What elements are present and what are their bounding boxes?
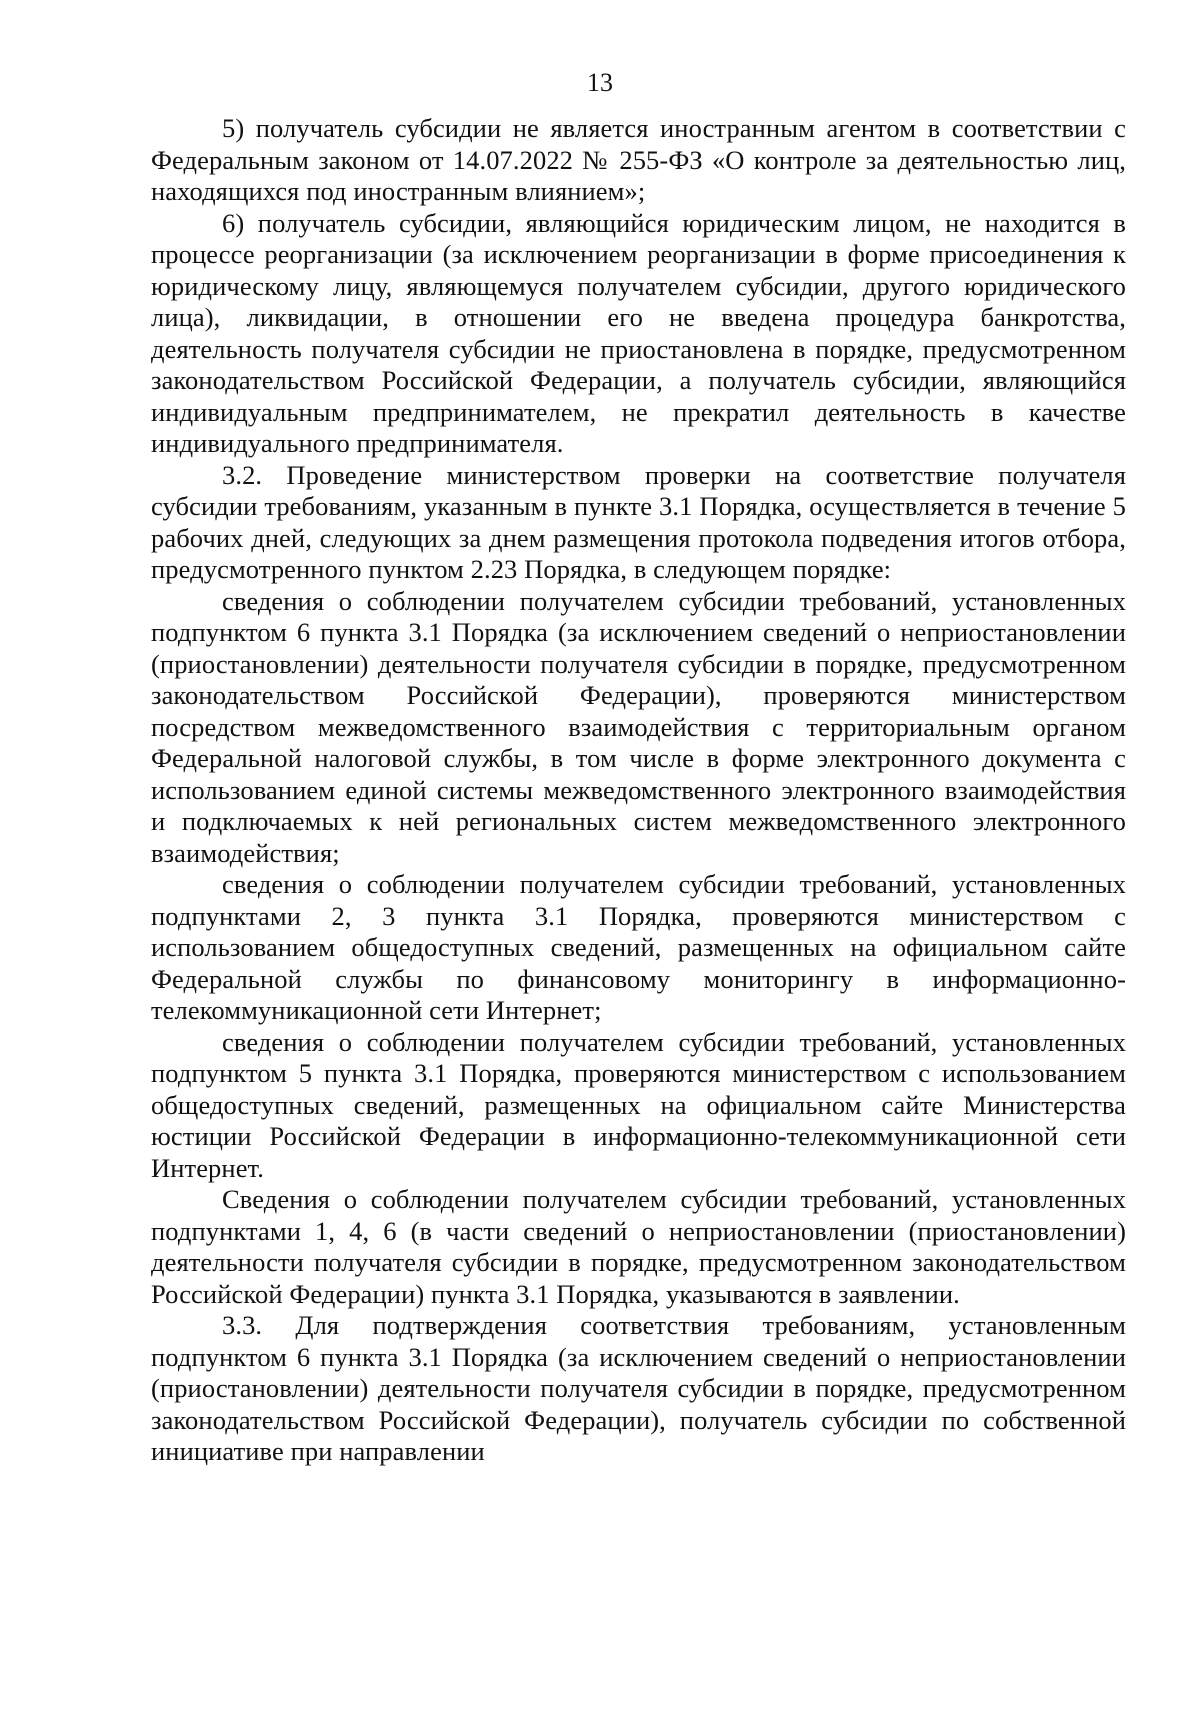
paragraph-check-subitems-2-3: сведения о соблюдении получателем субсидии требований, установленных подпунктами 2, 3 пункта 3.1 Порядка, проверяются министерством с использованием общедоступных сведений, размещенных на официальном сайте Федеральной службы по финансовому мониторингу в информационно-телекоммуникационной сети Интернет;	[151, 869, 1126, 1025]
paragraph-item-5: 5) получатель субсидии не является иностранным агентом в соответствии с Федеральным законом от 14.07.2022 № 255-ФЗ «О контроле за деятельностью лиц, находящихся под иностранным влиянием»;	[151, 113, 1126, 206]
document-body	[151, 113, 1126, 1468]
page-number: 13	[587, 68, 613, 97]
paragraph-check-subitem-5: сведения о соблюдении получателем субсидии требований, установленных подпунктом 5 пункта 3.1 Порядка, проверяются министерством с использованием общедоступных сведений, размещенных на официальном сайте Министерства юстиции Российской Федерации в информационно-телекоммуникационной сети Интернет.	[151, 1026, 1126, 1183]
paragraph-section-3-2: 3.2. Проведение министерством проверки на соответствие получателя субсидии требованиям, указанным в пункте 3.1 Порядка, осуществляется в течение 5 рабочих дней, следующих за днем размещения протокола подведения итогов отбора, предусмотренного пунктом 2.23 Порядка, в следующем порядке:	[151, 459, 1126, 584]
paragraph-check-subitem-6: сведения о соблюдении получателем субсидии требований, установленных подпунктом 6 пункта 3.1 Порядка (за исключением сведений о неприостановлении (приостановлении) деятельности получателя субсидии в порядке, предусмотренном законодательством Российской Федерации), проверяются министерством посредством межведомственного взаимодействия с территориальным органом Федеральной налоговой службы, в том числе в форме электронного документа с использованием единой системы межведомственного электронного взаимодействия и подключаемых к ней региональных систем межведомственного электронного взаимодействия;	[151, 585, 1126, 868]
paragraph-application-info: Сведения о соблюдении получателем субсидии требований, установленных подпунктами 1, 4, 6 (в части сведений о неприостановлении (приостановлении) деятельности получателя субсидии в порядке, предусмотренном законодательством Российской Федерации) пункта 3.1 Порядка, указываются в заявлении.	[151, 1184, 1126, 1309]
paragraph-section-3-3: 3.3. Для подтверждения соответствия требованиям, установленным подпунктом 6 пункта 3.1 Порядка (за исключением сведений о неприостановлении (приостановлении) деятельности получателя субсидии в порядке, предусмотренном законодательством Российской Федерации), получатель субсидии по собственной инициативе при направлении	[151, 1310, 1126, 1466]
paragraph-item-6: 6) получатель субсидии, являющийся юридическим лицом, не находится в процессе реорганизации (за исключением реорганизации в форме присоединения к юридическому лицу, являющемуся получателем субсидии, другого юридического лица), ликвидации, в отношении его не введена процедура банкротства, деятельность получателя субсидии не приостановлена в порядке, предусмотренном законодательством Российской Федерации, а получатель субсидии, являющийся индивидуальным предпринимателем, не прекратил деятельность в качестве индивидуального предпринимателя.	[151, 207, 1126, 458]
